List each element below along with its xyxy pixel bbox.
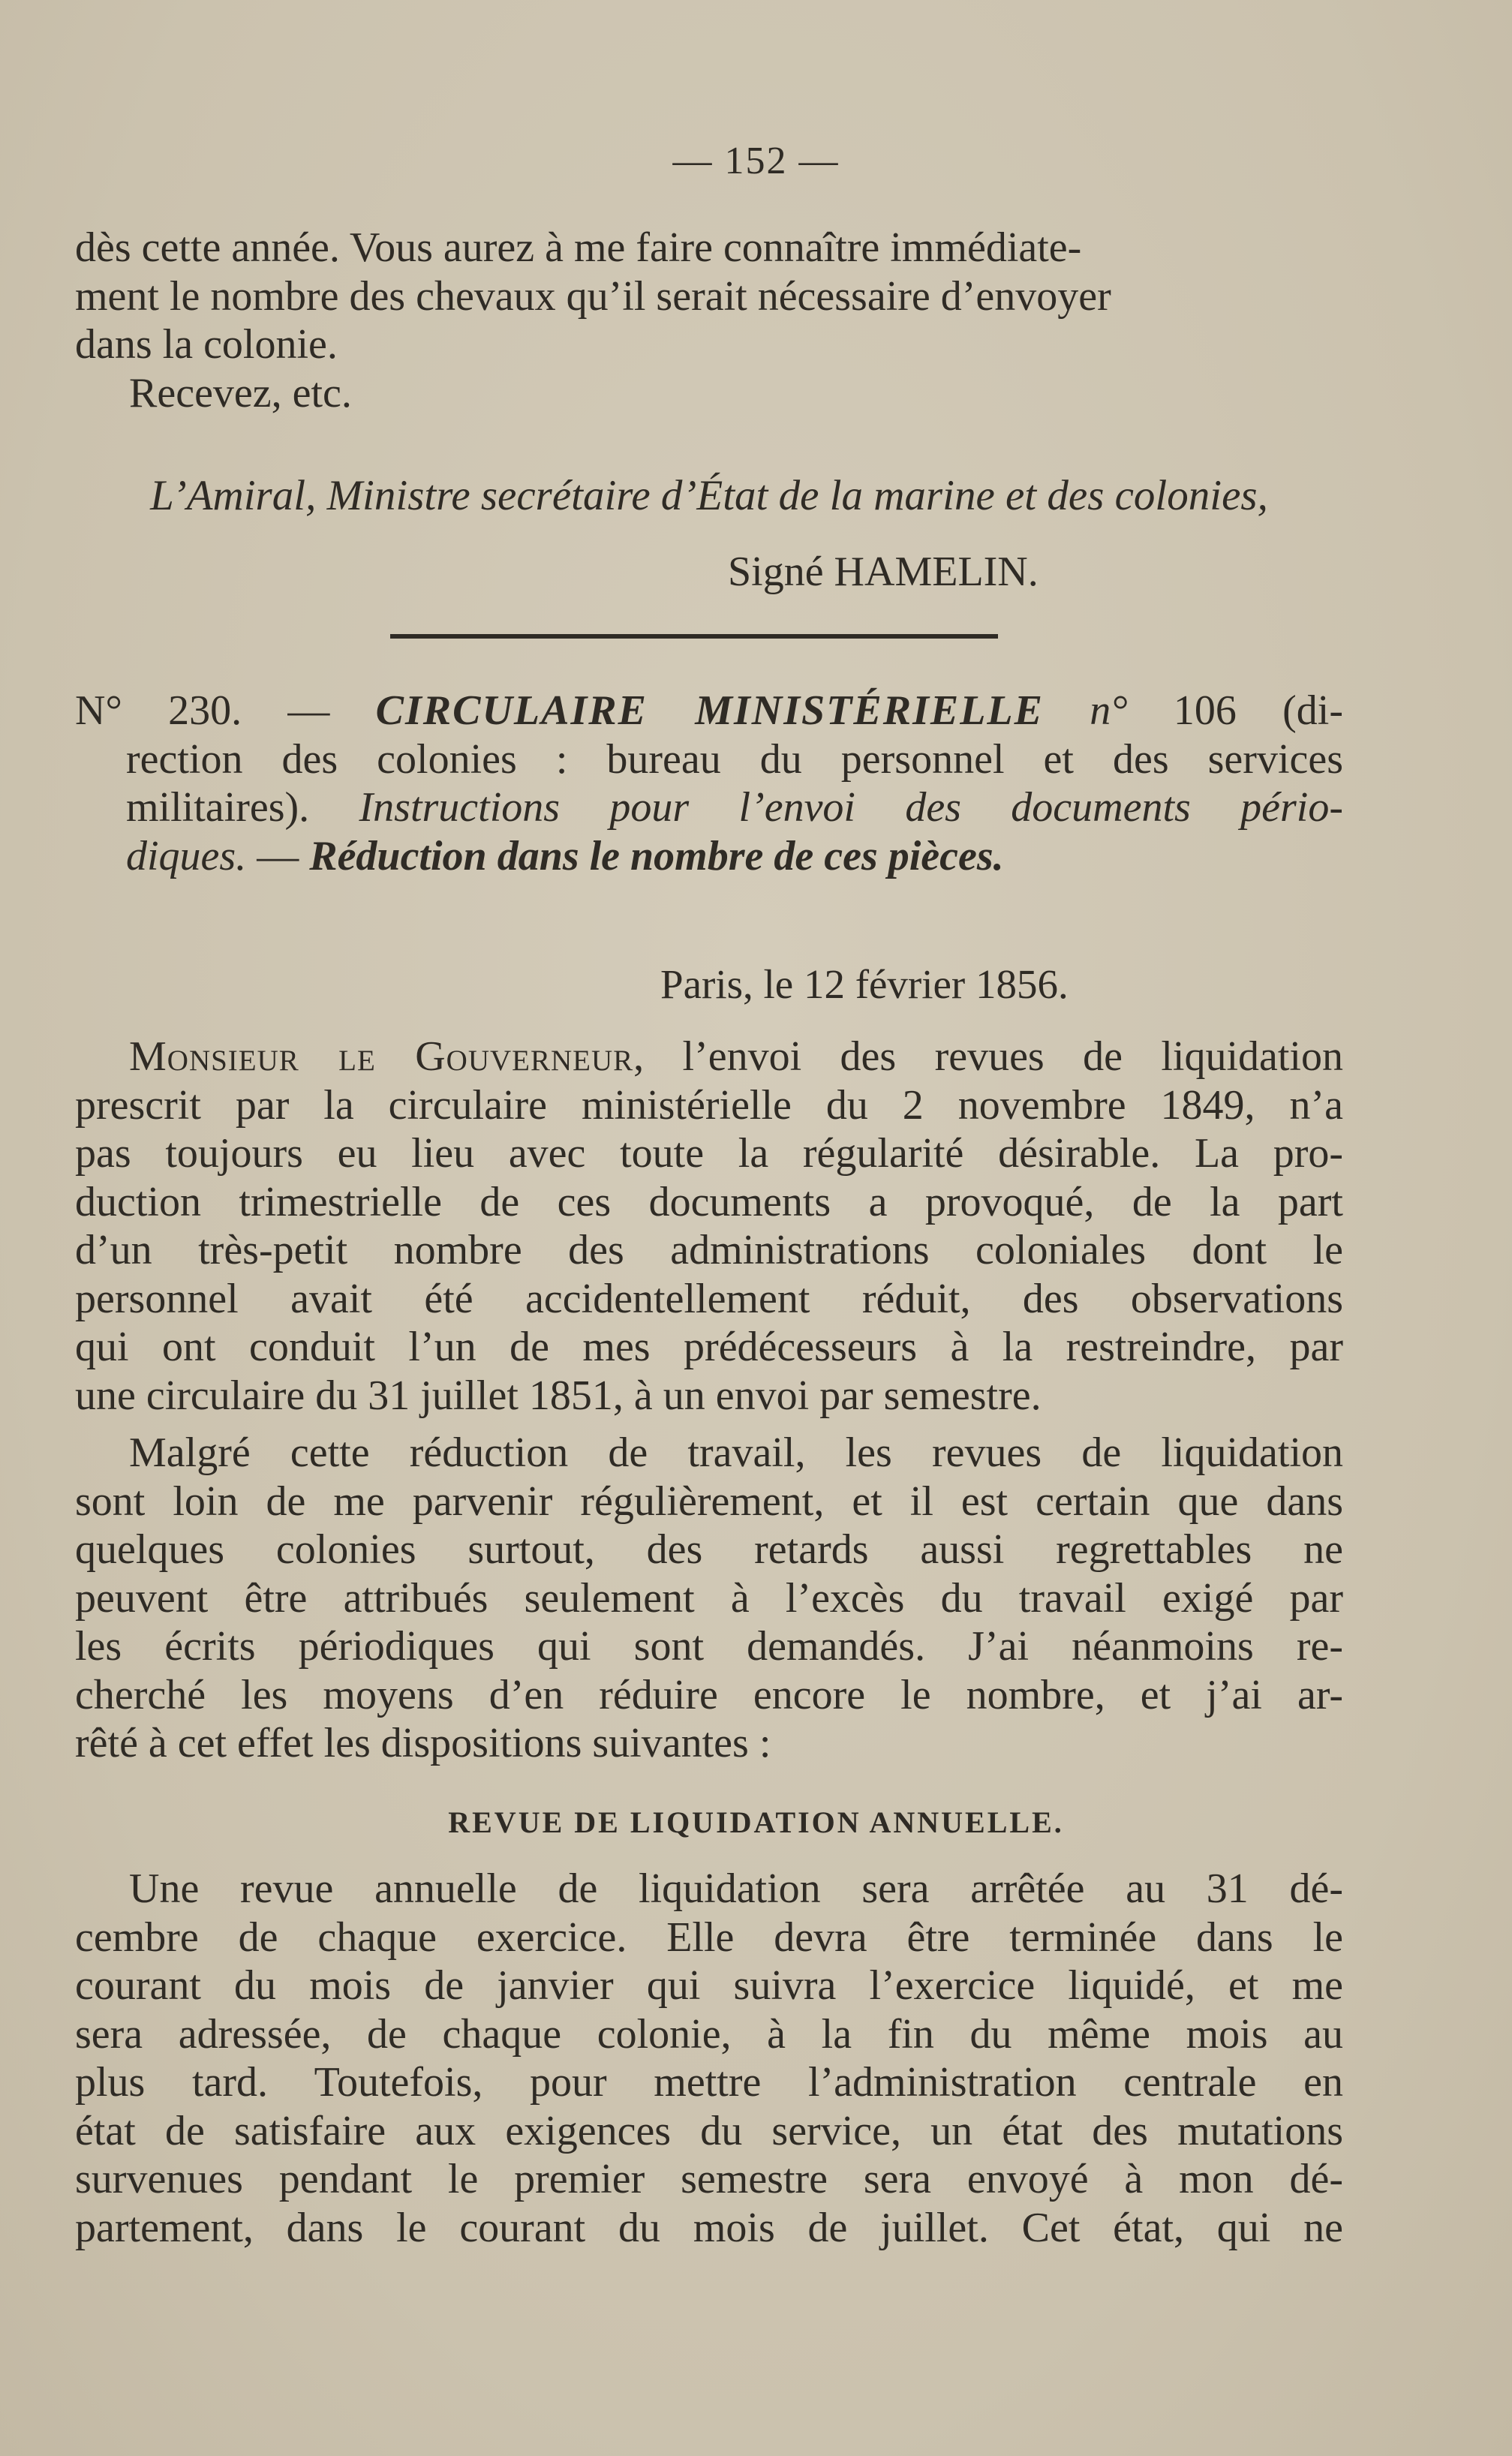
text-line: d’un très-petit nombre des administrations coloniales dont le: [75, 1227, 1343, 1273]
subnumber: 106 (di-: [1173, 687, 1343, 734]
text-line: Malgré cette réduction de travail, les revues de liquidation: [129, 1429, 1343, 1476]
paragraph-3: [75, 1865, 1343, 2252]
paragraph-1-start: , l’envoi des revues de liquidation: [633, 1033, 1343, 1080]
text-line: sont loin de me parvenir régulièrement, et il est certain que dans: [75, 1478, 1343, 1525]
heading-plain: militaires).: [126, 784, 310, 831]
text-line: rêté à cet effet les dispositions suivantes :: [75, 1720, 771, 1766]
text-line: courant du mois de janvier qui suivra l’exercice liquidé, et me: [75, 1962, 1343, 2009]
page-number: — 152 —: [672, 140, 840, 182]
text-line: partement, dans le courant du mois de juillet. Cet état, qui ne: [75, 2204, 1343, 2251]
text-line: peuvent être attribués seulement à l’excès du travail exigé par: [75, 1574, 1343, 1622]
heading-italic: Instructions pour l’envoi des documents pério-: [359, 784, 1344, 831]
text-line: sera adressée, de chaque colonie, à la fin du même mois au: [75, 2010, 1343, 2058]
text-line: quelques colonies surtout, des retards aussi regrettables ne: [75, 1526, 1343, 1573]
dash: —: [287, 687, 330, 734]
text-line: plus tard. Toutefois, pour mettre l’administration centrale en: [75, 2059, 1343, 2106]
text-line: ment le nombre des chevaux qu’il serait nécessaire d’envoyer: [75, 272, 1111, 320]
dash: —: [257, 832, 299, 879]
separator-rule: [390, 634, 998, 639]
heading-italic-end: diques.: [126, 832, 247, 879]
heading-subject: Réduction dans le nombre de ces pièces.: [309, 832, 1004, 879]
text-line: duction trimestrielle de ces documents a provoqué, de la part: [75, 1178, 1343, 1225]
circular-heading: [75, 687, 1343, 880]
heading-line-1: [75, 687, 1343, 735]
circular-title: CIRCULAIRE MINISTÉRIELLE: [375, 687, 1044, 734]
text-line: dans la colonie.: [75, 321, 338, 368]
subnumber-label: n°: [1090, 687, 1128, 734]
heading-line-3: [75, 783, 1343, 832]
text-line: cherché les moyens d’en réduire encore le nombre, et j’ai ar-: [75, 1671, 1343, 1718]
text-line: prescrit par la circulaire ministérielle du 2 novembre 1849, n’a: [75, 1081, 1343, 1129]
text-line: qui ont conduit l’un de mes prédécesseurs à la restreindre, par: [75, 1324, 1343, 1370]
paragraph-1: [75, 1033, 1343, 1420]
text-line: une circulaire du 31 juillet 1851, à un envoi par semestre.: [75, 1372, 1042, 1419]
text-line: Une revue annuelle de liquidation sera arrêtée au 31 dé-: [129, 1865, 1343, 1912]
heading-line-2: rection des colonies : bureau du personnel et des services: [126, 735, 1343, 783]
text-line: état de satisfaire aux exigences du service, un état des mutations: [75, 2107, 1343, 2154]
text-line: pas toujours eu lieu avec toute la régularité désirable. La pro-: [75, 1130, 1343, 1177]
circular-number: N° 230.: [75, 687, 242, 734]
signatory-name: Signé HAMELIN.: [728, 549, 1039, 595]
text-line: dès cette année. Vous aurez à me faire connaître immédiate-: [75, 224, 1082, 271]
paragraph-2: [75, 1429, 1343, 1768]
text-line: cembre de chaque exercice. Elle devra être terminée dans le: [75, 1913, 1343, 1961]
opening-paragraph: [75, 224, 1343, 417]
dateline: Paris, le 12 février 1856.: [660, 961, 1069, 1007]
closing-formula: Recevez, etc.: [129, 369, 352, 416]
text-line: [75, 1033, 1343, 1081]
text-line: survenues pendant le premier semestre sera envoyé à mon dé-: [75, 2156, 1343, 2202]
heading-line-4: [75, 832, 1343, 881]
text-line: les écrits périodiques qui sont demandés. J’ai néanmoins re-: [75, 1623, 1343, 1670]
section-title: REVUE DE LIQUIDATION ANNUELLE.: [448, 1805, 1064, 1839]
salutation: Monsieur le Gouverneur: [129, 1033, 634, 1080]
signatory-title: L’Amiral, Ministre secrétaire d’État de la marine et des colonies,: [150, 472, 1268, 519]
text-line: personnel avait été accidentellement réduit, des observations: [75, 1275, 1343, 1322]
